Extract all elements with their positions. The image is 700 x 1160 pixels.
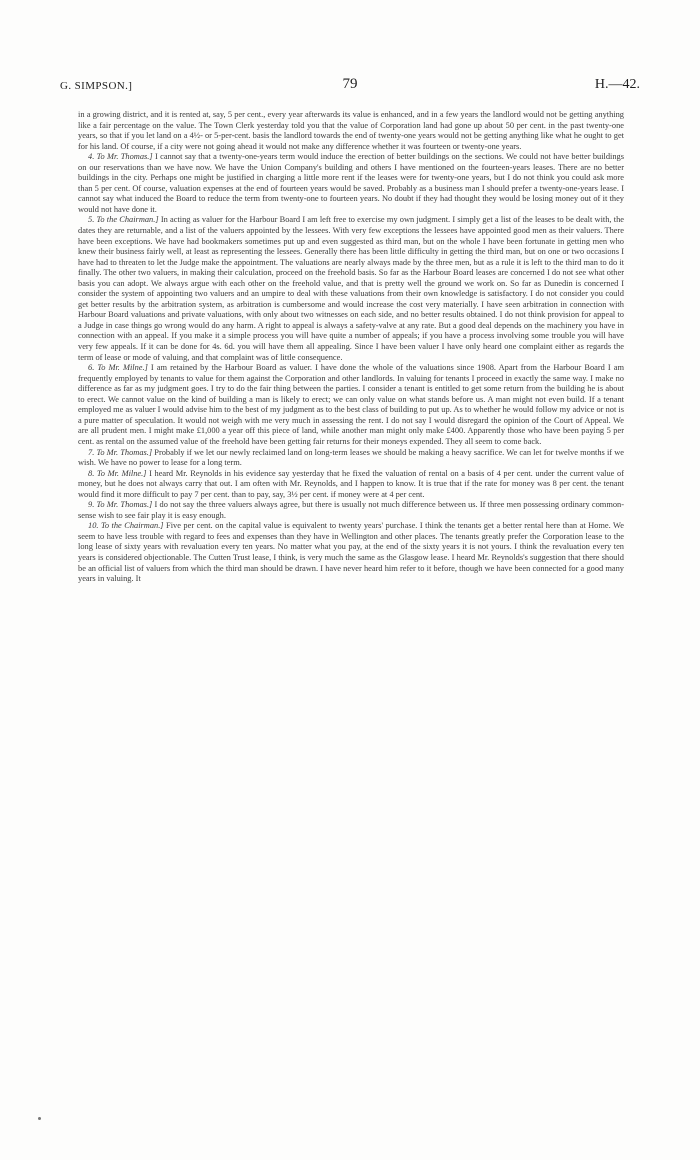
scan-speck xyxy=(38,1117,41,1120)
paragraph xyxy=(78,448,624,469)
paragraph-speaker: 10. To the Chairman.] xyxy=(88,521,164,531)
paragraph xyxy=(78,469,624,501)
paragraph-text: In acting as valuer for the Harbour Board I am left free to exercise my own judgment. I simply get a list of the leases to be dealt with, the dates they are returnable, and a list of the valuers appointed by the lessees. With very few exceptions the lessees have appointed good men as their valuers. There have been exceptions. We have had bookmakers sometimes put up and even suggested as third man, but on the whole I have been fortunate in getting men who knew their business fairly well, at least as representing the lessees. Generally there has been little difficulty in getting the third man, but on one or two occasions I have had to threaten to let the Judge make the appointment. The valuations are nearly always made by the three men, but as a rule it is left to the third man to do it finally. The other two valuers, in making their calculation, proceed on the freehold basis. So far as the Harbour Board leases are concerned I do not see what other basis you can adopt. We always argue with each other on the freehold value, and that is pretty well the ground we work on. So far as Dunedin is concerned I consider the system of appointing two valuers and an umpire to deal with these valuations from their own knowledge is satisfactory. I do not consider you could get better results by the arbitration system, as arbitration is cumbersome and would increase the cost very materially. I have seen arbitration in connection with Harbour Board valuations and private valuations, with only about two witnesses on each side, and no better results obtained. I do not think provision for appeal to a Judge in case things go wrong would do any harm. A right to appeal is always a safety-valve at any rate. But a good deal depends on the machinery you have in connection with an appeal. If you make it a simple process you will have quite a number of appeals; if you have a process involving some trouble you will have very few appeals. If it can be done for 4s. 6d. you will have them all appealing. Since I have been valuer I have only heard one complaint either as regards the term of lease or mode of valuing, and that complaint was of little consequence. xyxy=(78,215,624,362)
paragraph-speaker: 4. To Mr. Thomas.] xyxy=(88,152,153,162)
page-header xyxy=(60,76,640,98)
paragraph-speaker: 6. To Mr. Milne.] xyxy=(88,363,148,373)
running-head-name: G. SIMPSON.] xyxy=(60,80,133,92)
page-number: 79 xyxy=(342,76,358,92)
paragraph xyxy=(78,521,624,584)
paragraph-text: I do not say the three valuers always agree, but there is usually not much difference between us. If three men possessing ordinary common-sense wish to see fair play it is easy enough. xyxy=(78,500,624,520)
paragraph-text: in a growing district, and it is rented at, say, 5 per cent., every year afterwards its value is enhanced, and in a few years the landlord would not be getting anything like a fair percentage on the value. The Town Clerk yesterday told you that the value of Corporation land had gone up about 50 per cent. in the past twenty-one years, so that if you let land on a 4½- or 5-per-cent. basis the landlord towards the end of twenty-one years would not be getting anything like what he ought to get for his land. Of course, if a city were not going ahead it would not make any difference whether it was fourteen or twenty-one years. xyxy=(78,110,624,151)
paragraph-text: I cannot say that a twenty-one-years term would induce the erection of better buildings on the sections. We could not have better buildings on our reservations than we have now. We have the Union Company's building and others I have mentioned on the fourteen-years leases. There are no better buildings in the city. Perhaps one might be justified in charging a little more rent if the leases were for twenty-one years, but I do not think you could ask more than 5 per cent. Of course, valuation expenses at the end of fourteen years would be saved. Probably as a business man I should prefer a twenty-one-years lease. I cannot say what induced the Board to reduce the term from twenty-one to fourteen years. No doubt if they had thought they would be losing money out of it they would not have done it. xyxy=(78,152,624,214)
document-body xyxy=(78,110,624,585)
paragraph-text: Five per cent. on the capital value is equivalent to twenty years' purchase. I think the tenants get a better rental here than at Home. We seem to have less trouble with regard to fees and expenses than they have in Wellington and other places. The tenants greatly prefer the Corporation lease to the long lease of sixty years with revaluation every ten years. No matter what you pay, at the end of the sixty years it is not yours. I think the revaluation every ten years is considered objectionable. The Cutten Trust lease, I think, is very much the same as the Glasgow lease. I heard Mr. Reynolds's suggestion that there should be an official list of valuers from which the third man should be drawn. I have never heard him refer to it before, though we have been connected for a good many years in valuing. It xyxy=(78,521,624,584)
paragraph xyxy=(78,152,624,215)
paragraph xyxy=(78,110,624,152)
paragraph-speaker: 5. To the Chairman.] xyxy=(88,215,159,225)
paragraph-speaker: 7. To Mr. Thomas.] xyxy=(88,447,153,457)
paragraph-speaker: 8. To Mr. Milne.] xyxy=(88,468,147,478)
paragraph xyxy=(78,363,624,447)
paragraph-text: Probably if we let our newly reclaimed land on long-term leases we should be making a heavy sacrifice. We can let for twelve months if we wish. We have no power to lease for a long term. xyxy=(78,447,624,468)
paragraph xyxy=(78,500,624,521)
paragraph-text: I heard Mr. Reynolds in his evidence say yesterday that he fixed the valuation of rental on a basis of 4 per cent. under the current value of money, but he does not always carry that out. I am often with Mr. Reynolds, and I happen to know. It is true that if the rate for money was 8 per cent. the tenant would find it more difficult to pay 7 per cent. than to pay, say, 3½ per cent. if money were at 4 per cent. xyxy=(78,468,624,499)
document-reference: H.—42. xyxy=(594,77,640,92)
paragraph xyxy=(78,215,624,363)
paragraph-speaker: 9. To Mr. Thomas.] xyxy=(88,500,153,510)
paragraph-text: I am retained by the Harbour Board as valuer. I have done the whole of the valuations since 1908. Apart from the Harbour Board I am frequently employed by tenants to value for them against the Corporation and other landlords. In valuing for tenants I proceed in exactly the same way. I make no difference as far as my judgment goes. I try to do the fair thing between the parties. I consider a tenant is entitled to get some return from the building he is about to erect. We cannot value on the kind of building a man is likely to erect; we can only value on what stands before us. A man might not even build. If a tenant employed me as valuer I would advise him to the best of my judgment as to the best class of building to put up. As to whether he would follow my advice or not is a pure matter of speculation. It would not weigh with me very much in assessing the rent. I do not say I would disregard the opinion of the Court of Appeal. We are all prudent men. I might make £1,000 a year off this piece of land, while another man might only make £400. Apparently those who have been paying 5 per cent. as rental on the assumed value of the freehold have been getting fair returns for their moneys expended. They all seem to come back. xyxy=(78,363,624,446)
